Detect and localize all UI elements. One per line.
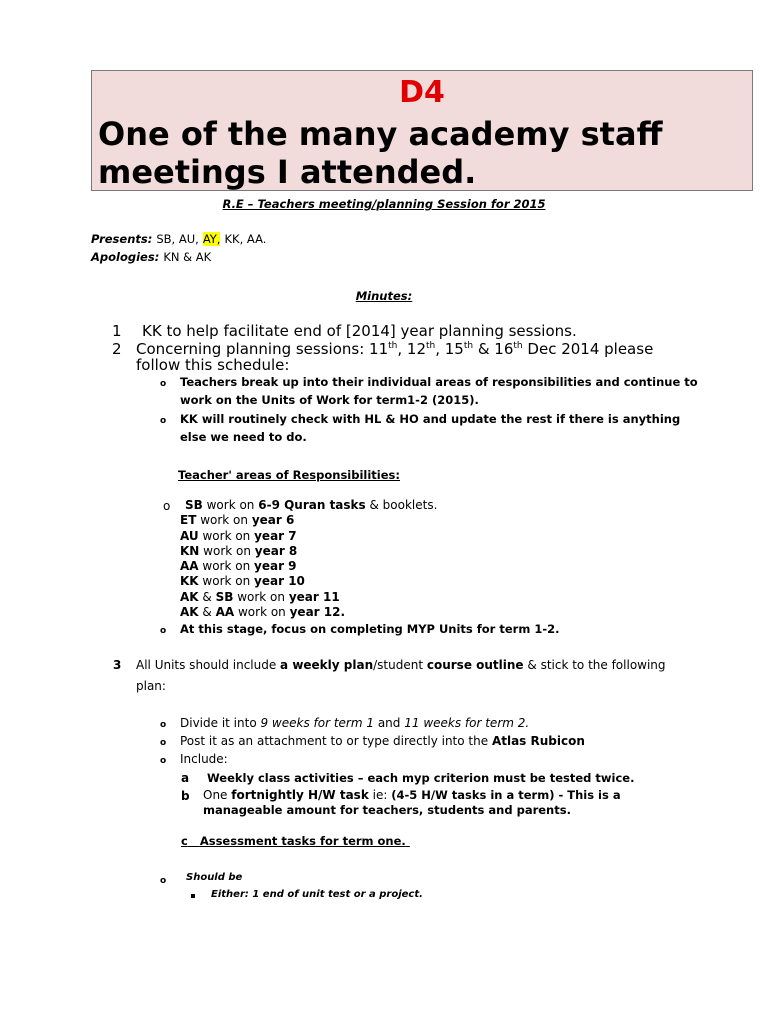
bullet-icon: o — [160, 756, 167, 766]
item-2-part: , 12 — [397, 340, 426, 358]
presents-highlighted-name: AY, — [202, 232, 221, 246]
assigned-area: year 10 — [254, 574, 305, 589]
row-connector: & — [198, 589, 216, 604]
teacher-code: SB — [215, 589, 234, 604]
bullet-icon: o — [160, 416, 167, 426]
sub-item-b-bold: fortnightly H/W task — [231, 788, 369, 802]
teacher-code: SB — [185, 498, 203, 512]
row-connector: work on — [198, 559, 255, 574]
responsibility-row — [180, 574, 437, 589]
item-2-part: , 15 — [435, 340, 464, 358]
sub-item-c-text: Assessment tasks for term one. — [199, 834, 406, 848]
ordinal-suffix: th — [463, 341, 474, 351]
responsibility-row — [180, 605, 437, 620]
item-1-text: KK to help facilitate end of [2014] year planning sessions. — [142, 322, 577, 340]
atlas-rubicon-label: Atlas Rubicon — [491, 734, 585, 748]
sub-item-b-line2: manageable amount for teachers, students and parents. — [203, 803, 571, 817]
presents-line — [91, 232, 266, 246]
responsibility-row — [185, 498, 437, 513]
responsibility-row — [180, 559, 437, 574]
assigned-area: year 9 — [254, 559, 297, 574]
assigned-area: year 6 — [251, 513, 295, 528]
row-connector: work on — [199, 543, 255, 558]
item-3-part: All Units should include — [136, 658, 281, 672]
document-heading: One of the many academy staff meetings I attended. — [98, 115, 663, 191]
presents-names: SB, AU, — [156, 232, 199, 246]
apologies-names: KN & AK — [163, 250, 212, 264]
item-2-part: Concerning planning sessions: 11 — [136, 340, 389, 358]
sub-label-b: b — [181, 789, 190, 803]
bullet-teachers-break-line2: work on the Units of Work for term1-2 (2015). — [180, 393, 479, 407]
sub-item-b-bold: (4-5 H/W tasks in a term) - This is a — [391, 788, 621, 802]
divide-part: and — [374, 716, 405, 730]
responsibility-row — [180, 529, 437, 544]
bullet-icon: o — [160, 379, 167, 389]
row-connector: work on — [198, 574, 255, 589]
item-3-text-line2: plan: — [136, 679, 166, 693]
sub-label-a: a — [181, 771, 190, 785]
bullet-icon: o — [160, 738, 167, 748]
row-connector: work on — [234, 605, 290, 620]
bullet-icon: o — [160, 626, 167, 636]
assigned-area: year 8 — [254, 543, 298, 558]
responsibilities-heading: Teacher' areas of Responsibilities: — [178, 468, 400, 482]
bullet-kk-check-line2: else we need to do. — [180, 430, 307, 444]
responsibility-row — [180, 544, 437, 559]
ordinal-suffix: th — [513, 341, 523, 351]
presents-names-rest: KK, AA. — [224, 232, 267, 246]
square-bullet-icon — [191, 894, 195, 898]
meeting-title: R.E – Teachers meeting/planning Session for 2015 — [222, 197, 546, 211]
presents-label: Presents: — [91, 232, 153, 246]
ordinal-suffix: th — [388, 341, 398, 351]
row-connector: work on — [196, 513, 252, 528]
row-connector: & — [198, 605, 216, 620]
teacher-code: KN — [180, 543, 200, 558]
row-connector: work on — [233, 589, 289, 604]
item-2-part: Dec 2014 please — [522, 340, 654, 358]
responsibility-list — [180, 498, 438, 620]
divide-italic: 11 weeks for term 2. — [404, 716, 530, 730]
item-number-2: 2 — [112, 340, 122, 358]
sub-item-a: Weekly class activities – each myp criterion must be tested twice. — [207, 771, 635, 785]
item-3-bold: a weekly plan — [280, 658, 374, 672]
teacher-code: KK — [180, 574, 199, 589]
divide-line — [180, 716, 529, 730]
include-label: Include: — [180, 752, 228, 766]
item-3-part: & stick to the following — [523, 658, 666, 672]
either-line: Either: 1 end of unit test or a project. — [211, 889, 423, 900]
item-2-part: & 16 — [473, 340, 514, 358]
teacher-code: AA — [215, 605, 235, 620]
bullet-icon: o — [163, 499, 171, 513]
teacher-code: AK — [180, 589, 199, 604]
minutes-heading: Minutes: — [355, 289, 413, 303]
row-connector: work on — [198, 528, 255, 543]
sub-item-b-part: ie: — [368, 788, 392, 802]
row-tail: & booklets. — [365, 498, 438, 512]
item-3-part: /student — [373, 658, 427, 672]
apologies-line — [91, 250, 211, 264]
title-box — [91, 70, 753, 191]
responsibility-row — [180, 513, 437, 528]
assigned-area: year 11 — [288, 589, 340, 604]
bullet-icon: o — [160, 720, 167, 730]
post-line — [180, 734, 585, 748]
teacher-code: AK — [180, 605, 199, 620]
apologies-label: Apologies: — [91, 250, 160, 264]
item-number-1: 1 — [112, 322, 122, 340]
sub-item-b-part: One — [203, 788, 232, 802]
bullet-teachers-break: Teachers break up into their individual areas of responsibilities and continue to — [180, 375, 698, 389]
bullet-kk-check: KK will routinely check with HL & HO and update the rest if there is anything — [180, 412, 681, 426]
teacher-code: ET — [180, 513, 197, 528]
sub-item-c — [181, 834, 410, 848]
item-2-text-line2: follow this schedule: — [136, 356, 290, 374]
item-3-text — [136, 658, 666, 672]
teacher-code: AU — [180, 528, 199, 543]
should-be-label: Should be — [186, 872, 243, 883]
ordinal-suffix: th — [425, 341, 436, 351]
item-number-3: 3 — [113, 658, 122, 672]
post-part: Post it as an attachment to or type directly into the — [180, 734, 492, 748]
assigned-area: year 12. — [289, 605, 346, 620]
sub-label-c: c — [181, 834, 188, 848]
stage-note: At this stage, focus on completing MYP Units for term 1-2. — [180, 622, 560, 636]
sub-item-b — [203, 788, 621, 802]
row-connector: work on — [202, 498, 259, 512]
document-code: D4 — [399, 75, 445, 110]
divide-italic: 9 weeks for term 1 — [260, 716, 375, 730]
assigned-area: year 7 — [254, 528, 297, 543]
teacher-code: AA — [180, 559, 199, 574]
item-3-bold: course outline — [426, 658, 524, 672]
divide-part: Divide it into — [180, 716, 261, 730]
bullet-icon: o — [160, 876, 167, 886]
responsibility-row — [180, 590, 437, 605]
assigned-area: 6-9 Quran tasks — [258, 498, 366, 512]
